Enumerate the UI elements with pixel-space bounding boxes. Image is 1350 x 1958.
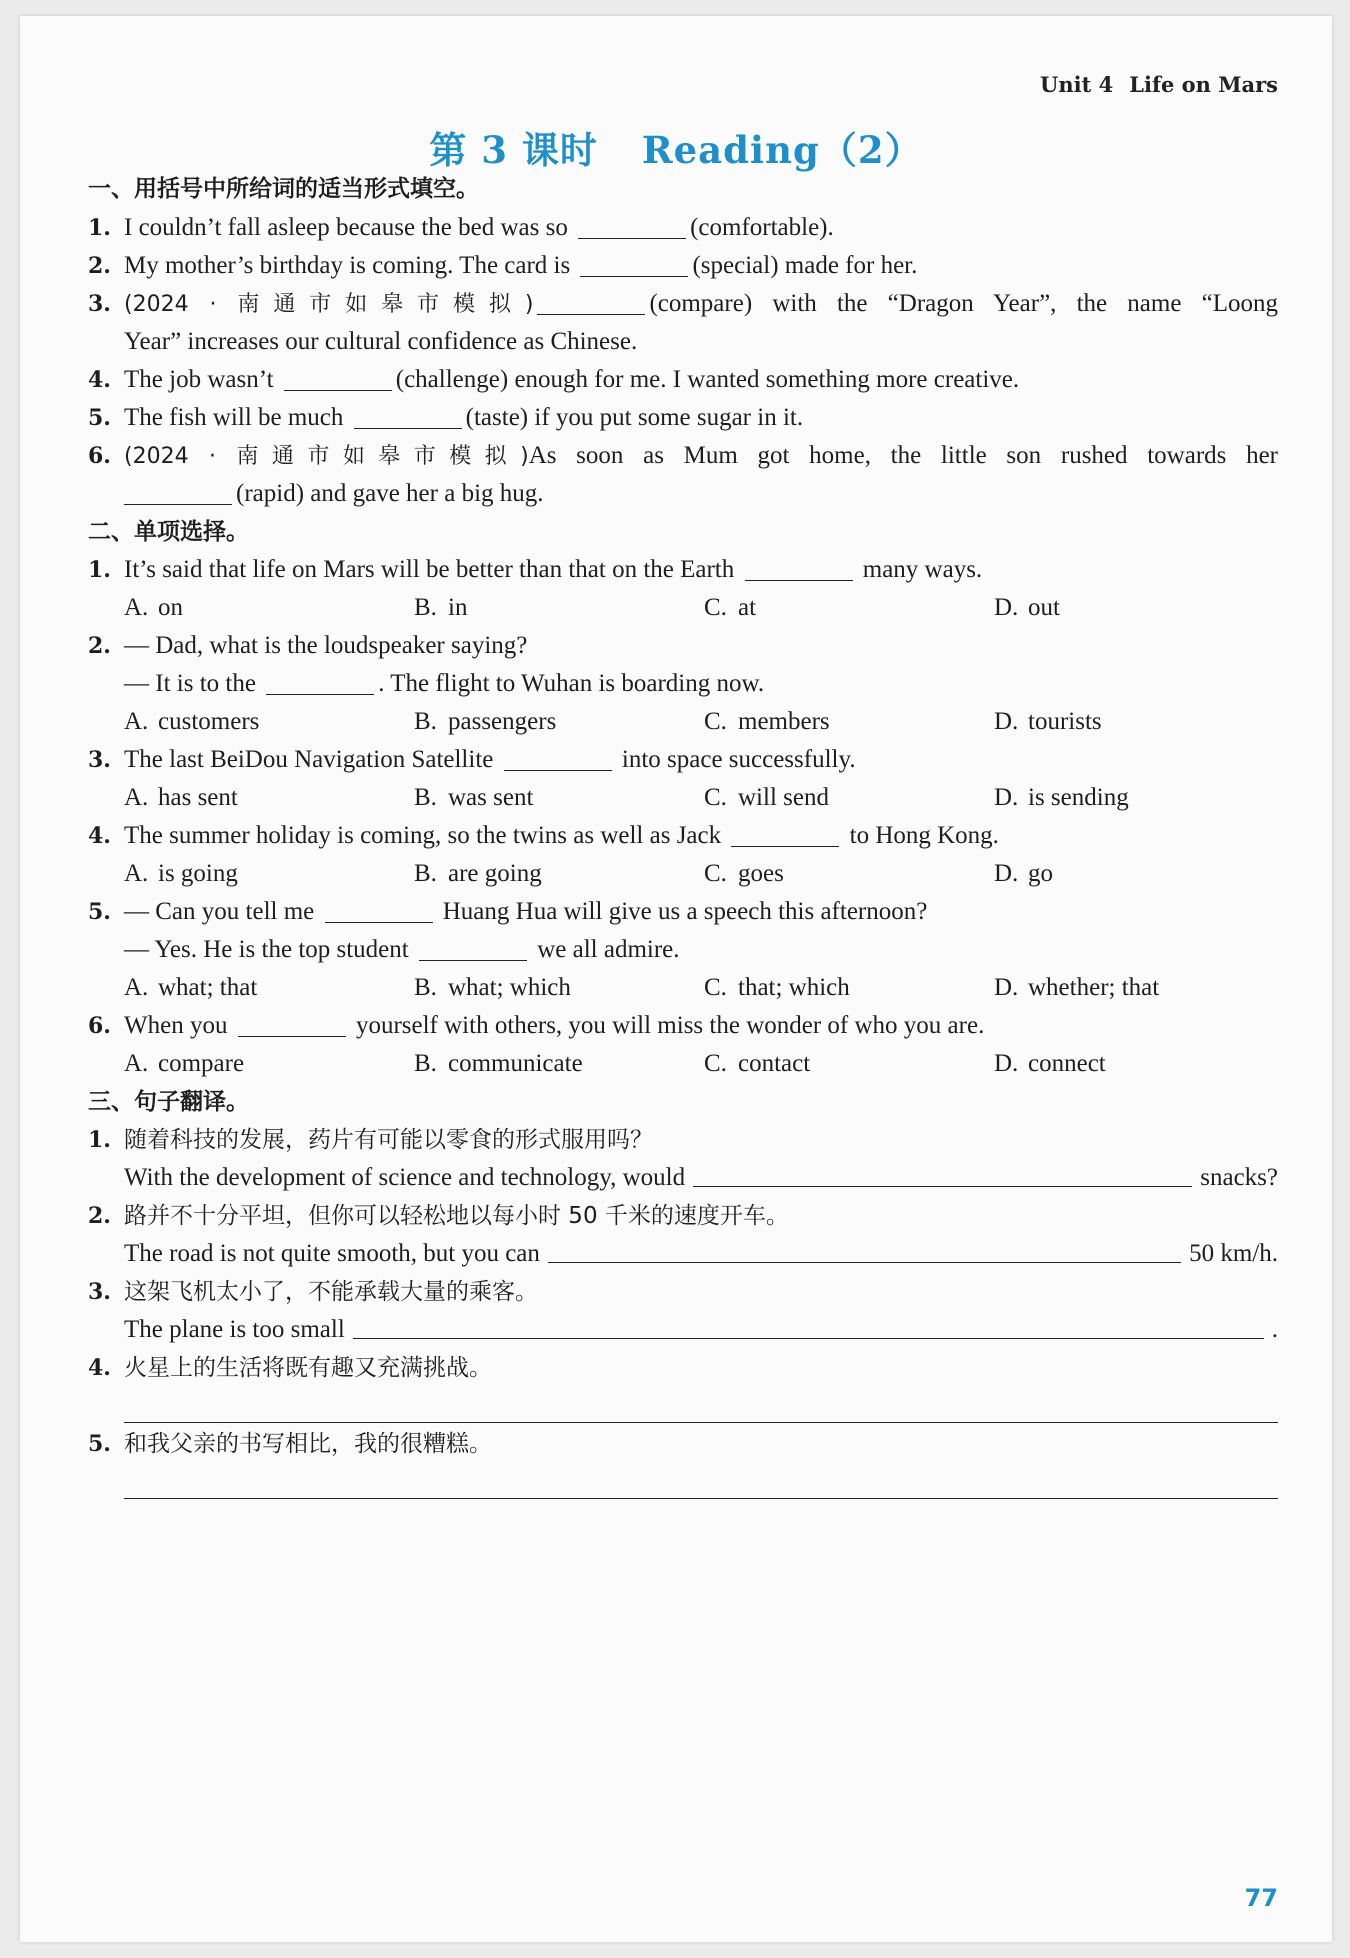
option-b[interactable]: B. in [414,594,468,621]
option-c[interactable]: C. will send [704,784,829,811]
unit-label: Unit 4 [1040,72,1114,97]
answer-blank[interactable] [504,742,612,771]
option-b[interactable]: B. was sent [414,784,534,811]
option-c[interactable]: C. at [704,594,757,621]
option-d[interactable]: D. tourists [994,708,1102,735]
option-a[interactable]: A. compare [124,1050,245,1077]
running-header [1040,72,1278,97]
option-c[interactable]: C. members [704,708,830,735]
section-1-heading: 一、用括号中所给词的适当形式填空。 [88,176,479,202]
translation-blank[interactable] [124,1470,1278,1499]
section-2-heading: 二、单项选择。 [88,519,249,545]
section-3-heading: 三、句子翻译。 [88,1089,249,1115]
answer-blank[interactable] [578,210,686,239]
unit-topic: Life on Mars [1129,72,1278,97]
option-a[interactable]: A. is going [124,860,238,887]
translation-blank[interactable] [124,1394,1278,1423]
option-b[interactable]: B. what; which [414,974,571,1001]
answer-blank[interactable] [325,894,433,923]
answer-blank[interactable] [354,400,462,429]
answer-blank[interactable] [537,286,645,315]
answer-blank[interactable] [419,932,527,961]
answer-blank[interactable] [124,476,232,505]
option-d[interactable]: D. go [994,860,1053,887]
page-number: 77 [1244,1884,1278,1912]
option-a[interactable]: A. has sent [124,784,238,811]
lesson-name: Reading（2） [641,128,923,172]
worksheet-page: Unit 4 Life on Mars 第 3 课时 Reading（2） 一、用括号中所给词的适当形式填空。 1. I couldn’t fall asleep because the bed was so (comfortable). 2. My mother’s birthday is coming. The card is (special) made for her. 3. (2024 · 南通市如皋市模拟) (compare) with the “Dragon Year”, the name “Loong Year” increases our cultural confidence as Chinese. 4. The job wasn’t (challenge) enough for me. I wanted something more creative. 5. The fish will be much (taste) if you put some sugar in it. 6. (2024 · 南通市如皋市模拟)As soon as Mum got home, the little son rushed towards her (rapid) and gave her a big hug. 二、单项选择。 1. It’s said that life on Mars will be better than that on the Earth many ways. A. on B. in C. at D. out 2. — Dad, what is the loudspeaker saying? — It is to the . The flight to Wuhan is boarding now. A. customers B. passengers C. members D. tourists 3. The last BeiDou Navigation Satellite into space successfully. A. has sent B. was sent C. will send D. is sending 4. The summer holiday is coming, so the twins as well as Jack to Hong Kong. A. is going B. are going C. goes D. go 5. — Can you tell me Huang Hua will give us a speech this afternoon? — Yes. He is the top student we all admire. A. what; that B. what; which C. that; which D. whether; that 6. When you yourself with others, you will miss the wonder of who you are. A. compare B. communicate C. contact D. connect 三、句子翻译。 1. 随着科技的发展，药片有可能以零食的形式服用吗？ With the development of science and technology, would snacks? 2. 路并不十分平坦，但你可以轻松地以每小时 50 千米的速度开车。 The road is not quite smooth, but you can 50 km/h. 3. 这架飞机太小了，不能承载大量的乘客。 The plane is too small . 4. 火星上的生活将既有趣又充满挑战。 5. 和我父亲的书写相比，我的很糟糕。 77 [20,16,1332,1942]
option-d[interactable]: D. out [994,594,1060,621]
lesson-label: 第 3 课时 [429,128,598,172]
s3-question-5-answer [88,1470,1278,1500]
option-b[interactable]: B. passengers [414,708,557,735]
option-c[interactable]: C. contact [704,1050,811,1077]
lesson-title [20,120,1332,174]
answer-blank[interactable] [238,1008,346,1037]
option-a[interactable]: A. on [124,594,183,621]
answer-blank[interactable] [745,552,853,581]
option-b[interactable]: B. communicate [414,1050,583,1077]
translation-blank[interactable] [693,1158,1192,1187]
s3-question-4-answer [88,1394,1278,1424]
option-c[interactable]: C. that; which [704,974,850,1001]
option-a[interactable]: A. what; that [124,974,258,1001]
question-source: (2024 · 南通市如皋市模拟) [124,292,534,317]
option-d[interactable]: D. is sending [994,784,1129,811]
question-source: (2024 · 南通市如皋市模拟) [124,444,529,469]
translation-blank[interactable] [353,1310,1264,1339]
answer-blank[interactable] [731,818,839,847]
answer-blank[interactable] [284,362,392,391]
option-b[interactable]: B. are going [414,860,542,887]
translation-blank[interactable] [548,1234,1181,1263]
option-d[interactable]: D. whether; that [994,974,1160,1001]
answer-blank[interactable] [580,248,688,277]
option-d[interactable]: D. connect [994,1050,1106,1077]
option-a[interactable]: A. customers [124,708,260,735]
option-c[interactable]: C. goes [704,860,784,887]
answer-blank[interactable] [266,666,374,695]
